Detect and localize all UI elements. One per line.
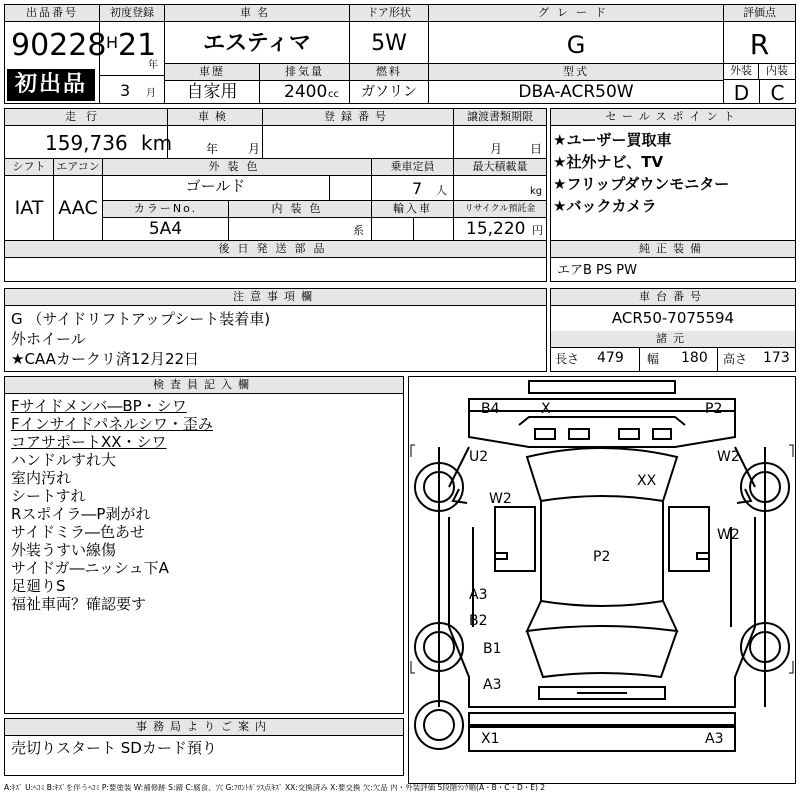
recycle-label: リサイクル預託金: [454, 201, 546, 218]
ext-color-box: [102, 158, 372, 201]
inspector-label: 検査員記入欄: [5, 377, 403, 394]
max-load-unit: kg: [530, 186, 543, 197]
history-label: 車歴: [165, 64, 259, 81]
dmg-code-xx: XX: [637, 473, 657, 489]
lot-label: 出品番号: [5, 5, 99, 22]
mileage-label: 走行: [5, 109, 167, 126]
recycle: 15,220: [466, 219, 526, 239]
max-load-label: 最大積載量: [454, 159, 546, 176]
int-color-box: [228, 200, 372, 241]
sales-point: ★フリップダウンモニター: [553, 175, 730, 193]
car-name: エスティマ: [203, 31, 311, 56]
door-box: [349, 4, 429, 72]
displacement-unit: cc: [328, 89, 339, 100]
inspector-lines: [11, 397, 213, 613]
door-label: ドア形状: [350, 5, 428, 22]
int-score: C: [770, 81, 785, 105]
int-color-label: 内装色: [229, 201, 371, 218]
model-box: [428, 63, 724, 104]
mileage: 159,736: [45, 131, 128, 155]
insp-year-unit: 年: [206, 142, 219, 156]
door-type: 5W: [371, 31, 407, 56]
dmg-code-p2-top: P2: [705, 401, 723, 417]
transfer-box: [453, 108, 547, 159]
note-line: ★CAAカークリ済12月22日: [11, 350, 200, 368]
color-no: 5A4: [148, 219, 183, 239]
chassis-number: ACR50-7075594: [611, 309, 735, 327]
delivery-box: [4, 240, 547, 282]
reg-year: 21: [118, 28, 157, 63]
width-label: 幅: [647, 352, 660, 366]
capacity: 7: [412, 179, 423, 198]
dmg-code-x-top: X: [541, 401, 551, 417]
inspector-line: コアサポートXX・シワ: [11, 433, 167, 451]
dmg-code-b2: B2: [469, 613, 488, 629]
first-listing-badge: 初出品: [7, 69, 95, 101]
transfer-day-unit: 日: [530, 142, 543, 156]
fuel-box: [349, 63, 429, 104]
dmg-code-w2-r: W2: [717, 527, 740, 543]
dmg-code-a3-br: A3: [705, 731, 724, 747]
transfer-label: 譲渡書類期限: [454, 109, 546, 126]
height: 173: [763, 350, 790, 366]
ac: AAC: [58, 197, 98, 219]
dmg-code-p2-mid: P2: [593, 549, 611, 565]
ac-label: エアコン: [54, 159, 102, 176]
displacement-label: 排気量: [260, 64, 349, 81]
mileage-box: [4, 108, 173, 159]
height-label: 高さ: [723, 352, 748, 366]
sales-point: ★ユーザー買取車: [553, 131, 672, 149]
delivery-label: 後日発送部品: [5, 241, 546, 258]
sales-point: ★バックカメラ: [553, 197, 657, 215]
rating-box: [723, 4, 796, 104]
equipment-box: [550, 240, 796, 282]
sales-box: [550, 108, 796, 241]
car-name-box: [164, 4, 350, 72]
sales-points-list: [553, 129, 729, 217]
notes-lines: [11, 309, 270, 369]
ext-score-label: 外装: [724, 63, 759, 79]
inspector-line: 福祉車両？確認要す: [11, 595, 147, 613]
inspector-line: サイドミラ―色あせ: [11, 523, 145, 541]
notes-label: 注意事項欄: [5, 289, 546, 306]
office-box: [4, 718, 404, 776]
grade-label: グレード: [429, 5, 723, 22]
first-reg-label: 初度登録: [100, 5, 164, 22]
dmg-code-u2: U2: [469, 449, 489, 465]
int-color-unit: 系: [353, 224, 364, 237]
dmg-code-w2-rt: W2: [717, 449, 740, 465]
shift-label: シフト: [5, 159, 53, 176]
reg-month: 3: [120, 81, 131, 100]
ext-color-label: 外装色: [103, 159, 371, 176]
displacement-box: [259, 63, 350, 104]
notes-box: [4, 288, 547, 372]
capacity-label: 乗車定員: [372, 159, 453, 176]
model: DBA-ACR50W: [518, 82, 634, 102]
width: 180: [681, 350, 708, 366]
inspector-line: サイドガ―ニッシュ下A: [11, 559, 169, 577]
rating: R: [749, 28, 770, 61]
legend: A:ｷｽﾞ U:ﾍｺﾐ B:ｷｽﾞを伴うﾍｺﾐ P:要塗装 W:補修跡 S:錆 C:腐食、穴 G:ﾌﾛﾝﾄｶﾞﾗｽ点ｷｽﾞ XX:交換済み X:要交換 欠:欠品 内・外装評価 5段階ﾗﾝｸ順(A・B・C・D・E) 2: [4, 784, 546, 792]
era: H: [106, 33, 119, 52]
int-score-label: 内装: [766, 64, 788, 77]
length: 479: [597, 350, 624, 366]
inspector-line: 外装うすい線傷: [11, 541, 117, 559]
equipment-value: エアB PS PW: [557, 263, 637, 278]
lot-box: [4, 4, 107, 104]
inspector-line: Fサイドメンバ―BP・シワ: [11, 397, 187, 415]
inspector-line: 室内汚れ: [11, 469, 72, 487]
transfer-month-unit: 月: [490, 142, 503, 156]
grade-box: [428, 4, 724, 72]
import-label: 輸入車: [372, 201, 453, 218]
inspector-line: シートすれ: [11, 487, 86, 505]
inspector-box: [4, 376, 404, 714]
color-no-box: [102, 200, 229, 241]
car-diagram: [408, 376, 796, 784]
office-text: 売切りスタート SDカード預り: [11, 739, 217, 757]
note-line: 外ホイール: [11, 330, 86, 348]
insp-month-unit: 月: [248, 142, 261, 156]
model-label: 型式: [429, 64, 723, 81]
fuel: ガソリン: [361, 84, 417, 100]
inspector-line: Rスポイラ―P剥がれ: [11, 505, 151, 523]
lot-number: 90228: [11, 28, 107, 63]
dmg-code-a3-l: A3: [469, 587, 488, 603]
note-line: G （サイドリフトアップシート装着車): [11, 310, 271, 328]
inspector-line: 足廻りS: [11, 577, 66, 595]
equipment-label: 純正装備: [551, 241, 795, 258]
color-no-label: カラーNo.: [103, 201, 228, 218]
inspector-line: Fインサイドパネルシワ・歪み: [11, 415, 213, 433]
sales-label: セールスポイント: [551, 109, 795, 126]
ext-color: ゴールド: [185, 177, 246, 195]
ac-box: [53, 158, 103, 241]
chassis-label: 車台番号: [551, 289, 795, 306]
car-name-label: 車名: [165, 5, 349, 22]
rating-label: 評価点: [724, 5, 795, 22]
shift: IAT: [14, 197, 44, 219]
history: 自家用: [186, 82, 238, 102]
displacement: 2400: [284, 82, 328, 102]
max-load-box: [453, 158, 547, 201]
inspector-line: ハンドルすれ大: [11, 451, 117, 469]
first-reg-box: [99, 4, 165, 104]
reg-no-box: [262, 108, 454, 159]
month-unit: 月: [146, 88, 156, 99]
dmg-code-b1: B1: [483, 641, 502, 657]
chassis-box: [550, 288, 796, 372]
capacity-box: [371, 158, 454, 201]
recycle-unit: 円: [532, 224, 543, 237]
history-box: [164, 63, 260, 104]
sales-point: ★社外ナビ、TV: [553, 153, 664, 171]
car-outline: [409, 377, 795, 783]
grade: G: [566, 31, 586, 59]
dims-label: 諸元: [551, 331, 795, 348]
inspection-box: [167, 108, 263, 159]
inspection-label: 車検: [168, 109, 262, 126]
reg-no-label: 登録番号: [263, 109, 453, 126]
capacity-unit: 人: [436, 184, 447, 197]
dmg-code-w2-l: W2: [489, 491, 512, 507]
recycle-box: [453, 200, 547, 241]
length-label: 長さ: [555, 352, 580, 366]
year-unit: 年: [148, 60, 158, 71]
dmg-code-b4: B4: [481, 401, 500, 417]
shift-box: [4, 158, 54, 241]
office-label: 事務局よりご案内: [5, 719, 403, 736]
dmg-code-x1: X1: [481, 731, 500, 747]
mileage-unit: km: [141, 131, 173, 155]
dmg-code-a3-ll: A3: [483, 677, 502, 693]
import-box: [371, 200, 454, 241]
ext-score: D: [733, 81, 750, 105]
fuel-label: 燃料: [350, 64, 428, 81]
